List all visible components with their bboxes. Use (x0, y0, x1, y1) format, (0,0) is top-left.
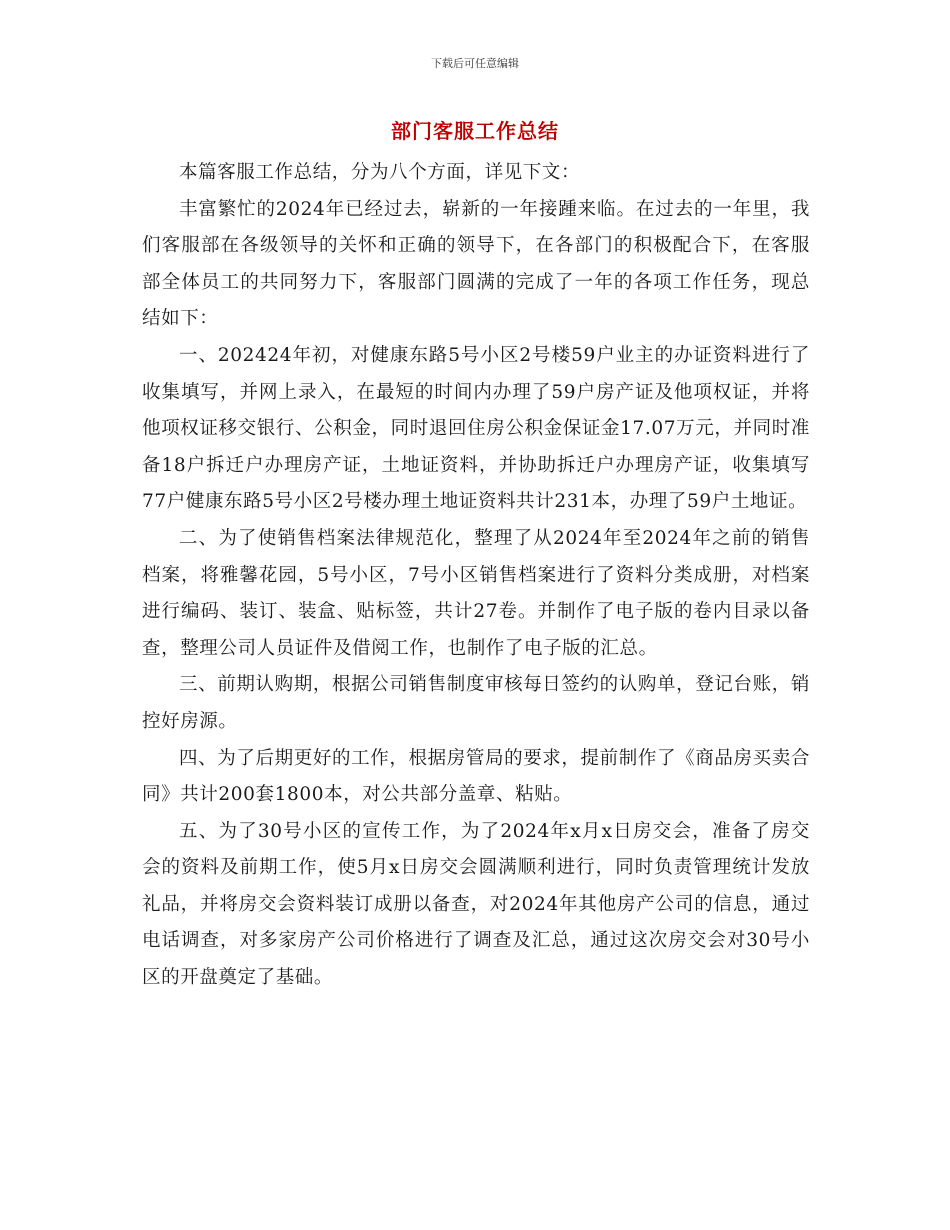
document-body (142, 155, 810, 997)
paragraph-section-3: 三、前期认购期，根据公司销售制度审核每日签约的认购单，登记台账，销控好房源。 (142, 674, 810, 732)
paragraph-section-1: 一、202424年初，对健康东路5号小区2号楼59户业主的办证资料进行了收集填写，并网上录入，在最短的时间内办理了59户房产证及他项权证，并将他项权证移交银行、公积金，同时退回住房公积金保证金17.07万元，并同时准备18户拆迁户办理房产证，土地证资料，并协助拆迁户办理房产证，收集填写77户健康东路5号小区2号楼办理土地证资料共计231本，办理了59户土地证。 (142, 344, 810, 513)
paragraph-intro: 本篇客服工作总结，分为八个方面，详见下文： (179, 162, 581, 183)
document-title: 部门客服工作总结 (391, 119, 559, 143)
header-note: 下载后可任意编辑 (431, 57, 519, 70)
paragraph-overview: 丰富繁忙的2024年已经过去，崭新的一年接踵来临。在过去的一年里，我们客服部在各级领导的关怀和正确的领导下，在各部门的积极配合下，在客服部全体员工的共同努力下，客服部门圆满的完成了一年的各项工作任务，现总结如下： (142, 198, 810, 330)
paragraph-section-2: 二、为了使销售档案法律规范化，整理了从2024年至2024年之前的销售档案，将雅馨花园，5号小区，7号小区销售档案进行了资料分类成册，对档案进行编码、装订、装盒、贴标签，共计27卷。并制作了电子版的卷内目录以备查，整理公司人员证件及借阅工作，也制作了电子版的汇总。 (142, 527, 810, 659)
paragraph-section-5: 五、为了30号小区的宣传工作，为了2024年x月x日房交会，准备了房交会的资料及前期工作，使5月x日房交会圆满顺利进行，同时负责管理统计发放礼品，并将房交会资料装订成册以备查，对2024年其他房产公司的信息，通过电话调查，对多家房产公司价格进行了调查及汇总，通过这次房交会对30号小区的开盘奠定了基础。 (142, 820, 810, 989)
paragraph-section-4: 四、为了后期更好的工作，根据房管局的要求，提前制作了《商品房买卖合同》共计200套1800本，对公共部分盖章、粘贴。 (142, 747, 810, 806)
